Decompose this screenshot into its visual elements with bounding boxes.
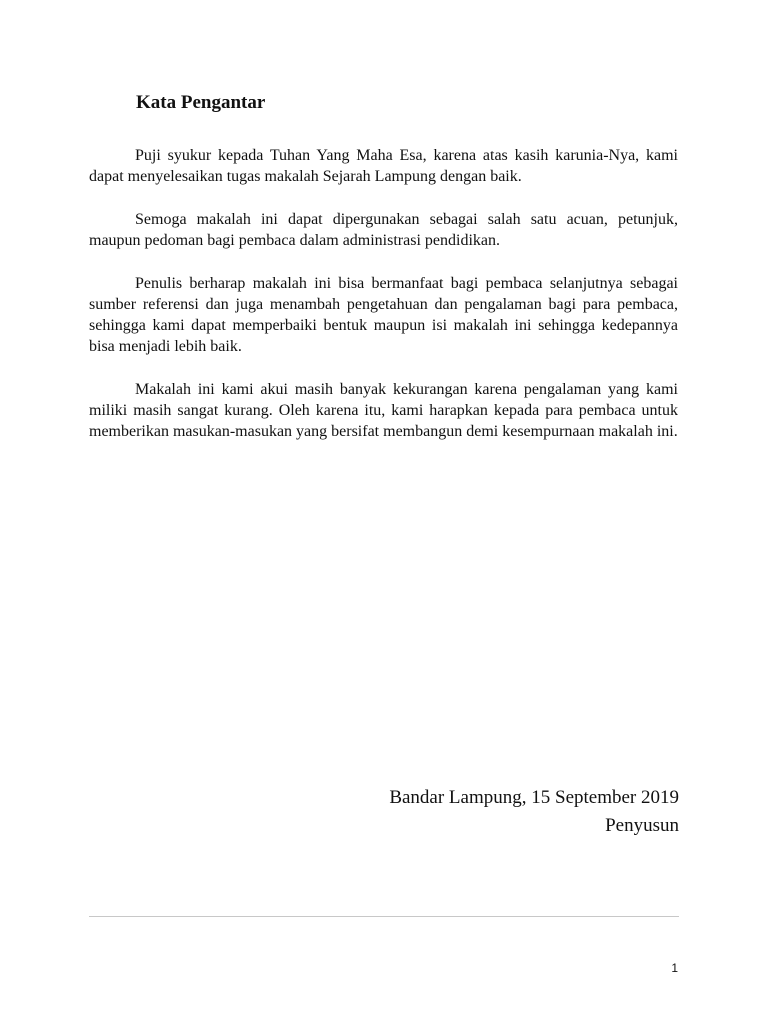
body-text — [89, 145, 678, 464]
closing-block — [389, 784, 679, 840]
page-title: Kata Pengantar — [136, 92, 266, 113]
page-number: 1 — [671, 961, 678, 975]
paragraph-3: Penulis berharap makalah ini bisa bermanfaat bagi pembaca selanjutnya sebagai sumber referensi dan juga menambah pengetahuan dan pengalaman bagi para pembaca, sehingga kami dapat memperbaiki bentuk maupun isi makalah ini sehingga kedepannya bisa menjadi lebih baik. — [89, 275, 678, 355]
paragraph-2: Semoga makalah ini dapat dipergunakan sebagai salah satu acuan, petunjuk, maupun pedoman bagi pembaca dalam administrasi pendidikan. — [89, 211, 678, 249]
paragraph-4: Makalah ini kami akui masih banyak kekurangan karena pengalaman yang kami miliki masih sangat kurang. Oleh karena itu, kami harapkan kepada para pembaca untuk memberikan masukan-masukan yang bersifat membangun demi kesempurnaan makalah ini. — [89, 381, 678, 440]
author-signature: Penyusun — [605, 815, 679, 836]
place-date: Bandar Lampung, 15 September 2019 — [389, 787, 679, 808]
paragraph-1: Puji syukur kepada Tuhan Yang Maha Esa, karena atas kasih karunia-Nya, kami dapat menyelesaikan tugas makalah Sejarah Lampung dengan baik. — [89, 147, 678, 185]
footer-divider — [89, 916, 679, 917]
